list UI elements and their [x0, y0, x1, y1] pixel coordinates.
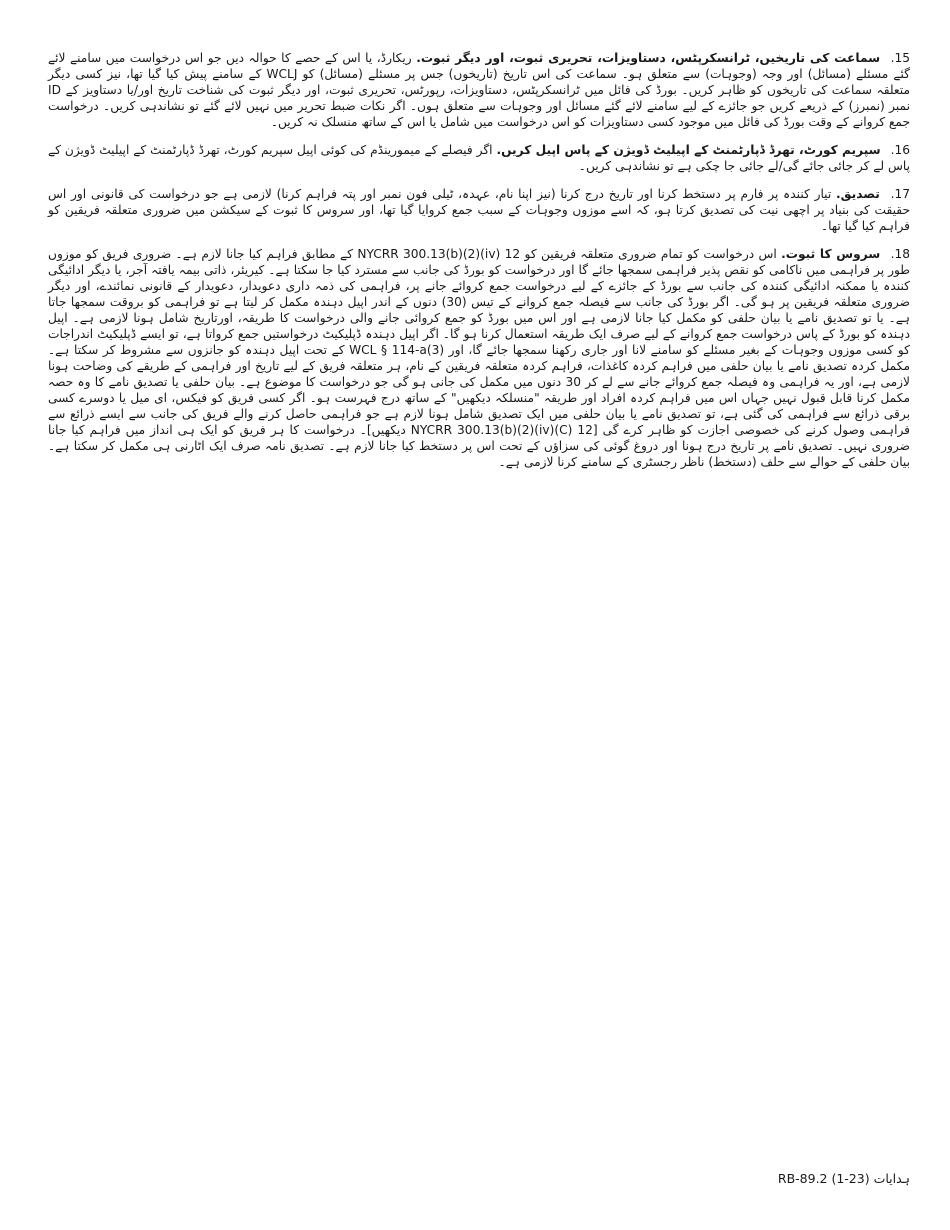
paragraph-body: اگر فیصلے کے میمورینڈم کی کوئی اپیل سپریم کورٹ، تھرڈ ڈپارٹمنٹ کے اپیلیٹ ڈویژن کے پاس لے کر جائی جائے گی/لے جائی جا چکی ہے تو نشاندہی کریں۔: [48, 143, 910, 173]
instructions-page: [48, 50, 910, 482]
paragraph-number: 17.: [890, 187, 911, 201]
paragraph-number: 15.: [890, 51, 911, 65]
paragraph-heading: سماعت کی تاریخیں، ٹرانسکرپٹس، دستاویزات، تحریری ثبوت، اور دیگر ثبوت.: [416, 51, 881, 65]
paragraph-heading: تصدیق.: [836, 187, 880, 201]
paragraph-body: اس درخواست کو تمام ضروری متعلقہ فریقین کو 12 NYCRR 300.13(b)(2)(iv) کے مطابق فراہم کیا جانا لازم ہے۔ ضروری فریق کو موزوں طور پر فراہمی میں ناکامی کو نقص پذیر فراہمی سمجھا جائے گا اور درخواست کو بورڈ کی جانب سے مسترد کیا جا سکتا ہے۔ کیریئر، ذاتی بیمہ یافتہ آجر، یا دیگر ادائیگی کنندہ یا ممکنہ ادائیگی کنندہ کی جانب سے بورڈ کے جائزے کے لیے درخواست جمع کروائے جانے پر، فراہمی کی ذمہ داری دعویدار، دعویدار کے قانونی نمائندے، اور دیگر ضروری متعلقہ فریقین پر ہو گی۔ اگر بورڈ کی جانب سے فیصلہ جمع کروانے کے تیس (30) دنوں کے اندر اپیل دہندہ مکمل کر لیتا ہے تو فراہمی کو بروقت سمجھا جاتا ہے۔ یا تو تصدیق نامے یا بیان حلفی کو مکمل کیا جانا لازمی ہے اور اس میں بورڈ کو جمع کروائی جانے والی درخواست کا طریقہ، اورتاریخ شامل ہونا لازمی ہے۔ اپیل دہندہ کو بورڈ کے پاس درخواست جمع کروانے کے لیے صرف ایک طریقہ استعمال کرنا ہو گا۔ اگر اپیل دہندہ ڈپلیکیٹ درخواستیں جمع کرواتا ہے، تو ایسے ڈپلیکیٹ اندراجات کو کسی موزوں وجوہات کے بغیر مسئلے کو سامنے لانا اور جاری رکھنا سمجھا جائے گا، اور WCL § 114-a(3) کے تحت اپیل دہندہ کو جانزوں سے مشروط کر سکتا ہے۔ مکمل کردہ تصدیق نامے یا بیان حلفی میں فراہم کردہ کاغذات، فراہم کردہ متعلقہ فریقین کے نام، ہر متعلقہ فریق کے لیے تاریخ اور فراہمی کے طریقے کی وضاحت ہونا لازمی ہے، اور یہ فراہمی وہ فیصلہ جمع کروائے جانے سے لے کر 30 دنوں میں مکمل کی جانی ہو گی جو درخواست کا موضوع ہے۔ بیان حلفی یا تصدیق نامے کا وہ حصہ مکمل کرنا قابل قبول نہیں جہاں اس میں فراہم کردہ افراد اور طریقہ "منسلکہ دیکھیں" کے ساتھ درج فہرست ہو۔ اگر کسی فریق کو فیکس، ای میل یا دوسرے کسی برقی ذرائع سے فراہمی کی گئی ہے، تو تصدیق نامے یا بیان حلفی میں ایک تصدیق شامل ہونا لازم ہے جو فراہمی حاصل کرنے والے فریق کی جانب سے ایسے ذرائع سے فراہمی وصول کرنے کی خصوصی اجازت کو ظاہر کرے گی [12 NYCRR 300.13(b)(2)(iv)(C) دیکھیں]۔ درخواست کا ہر فریق کو ایک ہی انداز میں فراہم کیا جانا ضروری نہیں۔ تصدیق نامے پر تاریخ درج ہونا اور دروغ گوئی کی سزاؤں کے تحت اس پر دستخط کیا جانا لازم ہے۔ تصدیق نامہ صرف ایک اٹارنی ہی مکمل کر سکتا ہے۔ بیان حلفی کے حوالے سے حلف (دستخط) ناظر رجسٹری کے سامنے کرنا لازمی ہے۔: [48, 247, 911, 469]
paragraph-number: 18.: [890, 247, 911, 261]
paragraph-18: [48, 246, 910, 470]
paragraph-15: [48, 50, 910, 130]
paragraph-body: تیار کنندہ پر فارم پر دستخط کرنا اور تاریخ درج کرنا (نیز اپنا نام، عہدہ، ٹیلی فون نمبر اور پتہ فراہم کرنا) لازمی ہے جو درخواست کی قانونی اور اس حقیقت کی بنیاد پر اچھی نیت کی تصدیق کرتا ہو، کہ اسے موزوں وجوہات کے سبب جمع کروایا گیا تھا، اور سروس کا ثبوت کے سیکشن میں ضروری متعلقہ فریقین کو فراہم کیا گیا تھا۔: [48, 187, 910, 233]
page-footer: [778, 1172, 910, 1186]
paragraph-heading: سپریم کورٹ، تھرڈ ڈپارٹمنٹ کے اپیلیٹ ڈویژن کے پاس اپیل کریں.: [496, 143, 881, 157]
form-code: RB-89.2 (1-23): [777, 1171, 870, 1186]
paragraph-heading: سروس کا ثبوت.: [781, 247, 881, 261]
paragraph-number: 16.: [890, 143, 910, 157]
paragraph-17: [48, 186, 910, 234]
paragraph-body: ریکارڈ، یا اس کے حصے کا حوالہ دیں جو اس درخواست میں سامنے لائے گئے مسئلے (مسائل) اور وجہ (وجوہات) سے متعلق ہو۔ سماعت کی اس تاریخ (تاریخوں) جس پر مسئلے (مسائل) کو WCLJ کے سامنے پیش کیا گیا تھا، نیز کسی دیگر متعلقہ سماعت کی تاریخوں کو ظاہر کریں۔ بورڈ کی فائل میں ٹرانسکرپٹس، دستاویزات، رپورٹس، تحریری ثبوت، اور دیگر ثبوت کی شناخت تاریخ اور/یا دستاویز کے ID نمبر (نمبرز) کے ذریعے کریں جو جائزے کے لیے سامنے لائے گئے مسائل اور وجوہات سے متعلق ہوں۔ اگر نکات ضبط تحریر میں نہیں لائے گئے تو نشاندہی کریں۔ درخواست جمع کروانے کے وقت بورڈ کی فائل میں موجود کسی دستاویزات کو اس درخواست میں شامل یا اس کے ساتھ منسلک نہ کریں۔: [48, 51, 910, 129]
paragraph-16: [48, 142, 910, 174]
footer-label: ہدایات: [873, 1171, 910, 1186]
